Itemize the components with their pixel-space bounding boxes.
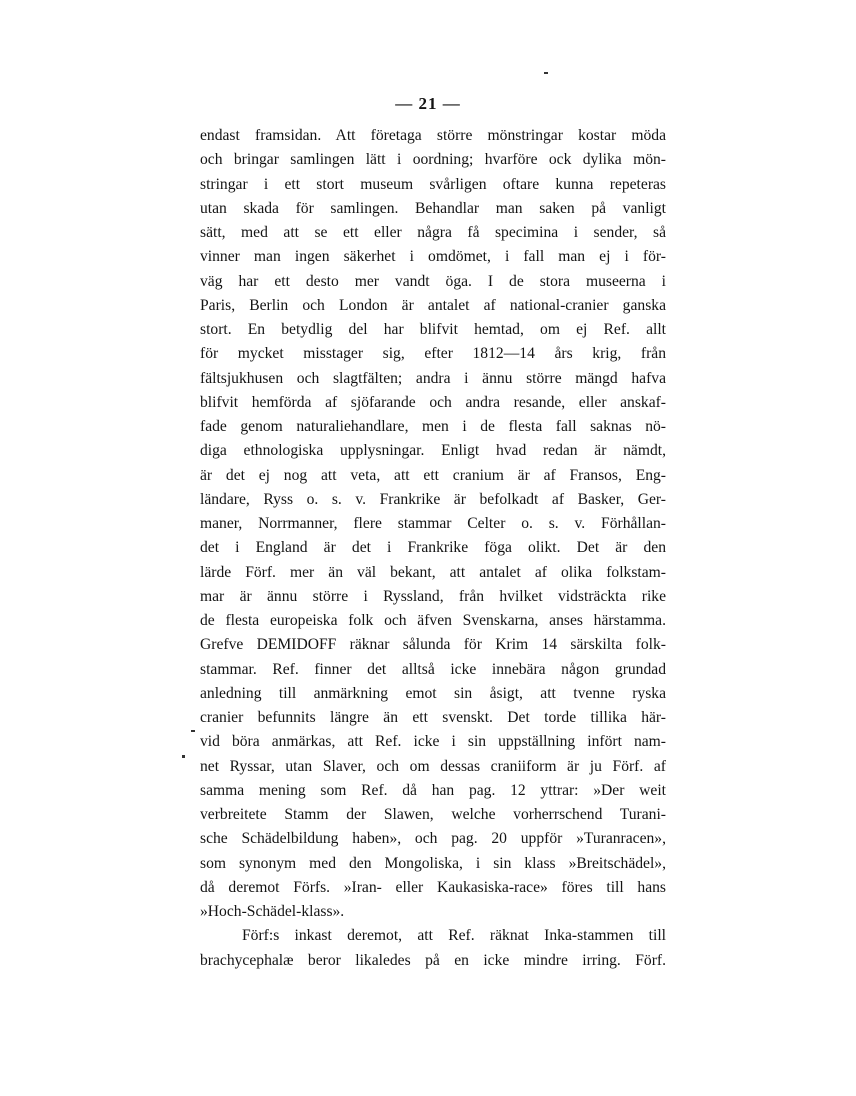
text-line: mar är ännu större i Ryssland, från hvilket vidsträckta rike [200, 587, 666, 605]
text-line: cranier befunnits längre än ett svenskt. Det torde tillika här- [200, 709, 666, 726]
text-line: som synonym med den Mongoliska, i sin klass »Breitschädel», [200, 854, 666, 872]
text-line: verbreitete Stamm der Slawen, welche vorherrschend Turani- [200, 806, 666, 823]
text-line: fältsjukhusen och slagtfälten; andra i ännu större mängd hafva [200, 369, 666, 387]
text-line: ländare, Ryss o. s. v. Frankrike är befolkadt af Basker, Ger- [200, 490, 666, 508]
text-line: blifvit hemförda af sjöfarande och andra resande, eller anskaf- [200, 393, 666, 411]
margin-speck [544, 72, 548, 74]
text-line: lärde Förf. mer än väl bekant, att antalet af olika folkstam- [200, 563, 666, 581]
text-line: stort. En betydlig del har blifvit hemtad, om ej Ref. allt [200, 321, 666, 338]
text-line: stringar i ett stort museum svårligen oftare kunna repeteras [200, 175, 666, 193]
text-line: maner, Norrmanner, flere stammar Celter o. s. v. Förhållan- [200, 515, 666, 532]
text-line: stammar. Ref. finner det alltså icke innebära någon grundad [200, 660, 666, 678]
text-line: vid böra anmärkas, att Ref. icke i sin uppställning infört nam- [200, 733, 666, 751]
margin-speck [182, 755, 185, 758]
text-line: endast framsidan. Att företaga större mönstringar kostar möda [200, 127, 666, 144]
text-line: de flesta europeiska folk och äfven Svenskarna, anses härstamma. [200, 612, 666, 629]
text-line: då deremot Förfs. »Iran- eller Kaukasiska-race» föres till hans [200, 878, 666, 896]
text-line: Förf:s inkast deremot, att Ref. räknat Inka-stammen till [242, 927, 666, 945]
text-line: net Ryssar, utan Slaver, och om dessas craniiform är ju Förf. af [200, 757, 666, 775]
text-line: för mycket misstager sig, efter 1812—14 års krig, från [200, 345, 666, 363]
text-line: samma mening som Ref. då han pag. 12 yttrar: »Der weit [200, 781, 666, 799]
text-line: »Hoch-Schädel-klass». [200, 903, 345, 920]
text-line: vinner man ingen säkerhet i omdömet, i fall man ej i för- [200, 248, 666, 266]
text-line: Paris, Berlin och London är antalet af national-cranier ganska [200, 296, 666, 314]
text-line: sche Schädelbildung haben», och pag. 20 uppför »Turanracen», [200, 830, 666, 848]
text-line: utan skada för samlingen. Behandlar man saken på vanligt [200, 199, 666, 217]
text-line: diga ethnologiska upplysningar. Enligt hvad redan är nämdt, [200, 442, 666, 460]
text-line: är det ej nog att veta, att ett cranium är af Fransos, Eng- [200, 466, 666, 484]
text-line: och bringar samlingen lätt i oordning; hvarföre ock dylika mön- [200, 151, 666, 169]
margin-speck [191, 730, 195, 732]
text-line: brachycephalæ beror likaledes på en icke mindre irring. Förf. [200, 951, 666, 969]
text-line: det i England är det i Frankrike föga olikt. Det är den [200, 539, 666, 557]
text-line: sätt, med att se ett eller några få specimina i sender, så [200, 224, 666, 241]
text-line: väg har ett desto mer vandt öga. I de stora museerna i [200, 272, 666, 290]
body-text [200, 124, 666, 973]
text-line: Grefve DEMIDOFF räknar sålunda för Krim 14 särskilta folk- [200, 636, 666, 654]
text-line: anledning till anmärkning emot sin åsigt, att tvenne ryska [200, 684, 666, 702]
page-number-header: — 21 — [395, 94, 461, 113]
text-line: fade genom naturaliehandlare, men i de flesta fall saknas nö- [200, 418, 666, 435]
